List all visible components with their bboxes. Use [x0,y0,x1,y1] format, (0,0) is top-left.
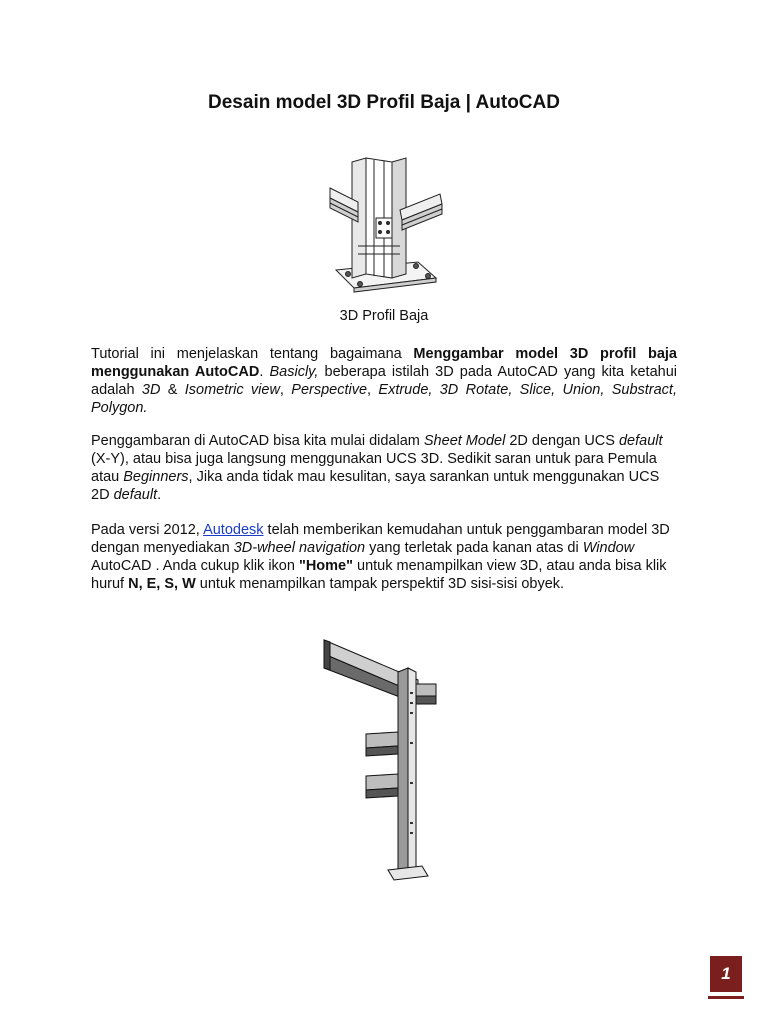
text-run: , Jika anda tidak mau kesulitan, saya sarankan untuk menggunakan UCS 2D [91,469,660,503]
text-run: AutoCAD . Anda cukup klik ikon [91,558,299,574]
text-run: Pada versi 2012, [91,522,204,538]
text-run: , [367,382,379,398]
text-run: . [157,487,162,503]
italic-text: 3D [141,382,161,398]
text-run: telah memberikan kemudahan untuk penggambaran model 3D dengan menyediakan [91,522,670,556]
paragraph-ucs [91,432,677,504]
italic-text: Basicly, [269,364,319,380]
document-title: Desain model 3D Profil Baja | AutoCAD [208,92,560,113]
bold-text: "Home" [298,558,353,574]
italic-text: default [113,487,158,503]
text-run: yang terletak pada kanan atas di [365,540,583,556]
italic-text: Isometric view [184,382,280,398]
text-run: & [160,382,185,398]
italic-text: 3D-wheel navigation [233,540,366,556]
text-run: . [259,364,270,380]
figure-caption: 3D Profil Baja [339,308,429,324]
bold-text: Menggambar model 3D profil baja menggunakan AutoCAD [91,346,678,380]
page-number-underline [708,996,744,999]
text-run: (X-Y), atau bisa juga langsung menggunakan UCS 3D. Sedikit saran untuk para Pemula atau [91,451,657,485]
paragraph-navigation [91,521,677,593]
page-number-badge: 1 [710,956,742,992]
steel-profile-illustration [318,150,448,300]
steel-column-beams-illustration [318,632,450,882]
text-run: Tutorial ini menjelaskan tentang bagaimana [91,346,414,362]
text-run: beberapa istilah 3D pada AutoCAD yang kita ketahui adalah [91,364,678,398]
italic-text: Sheet Model [423,433,506,449]
paragraph-intro [91,345,677,417]
text-run: untuk menampilkan tampak perspektif 3D sisi-sisi obyek. [195,576,565,592]
text-run: untuk menampilkan view 3D, atau anda bisa klik huruf [91,558,667,592]
italic-text: Window [582,540,635,556]
text-run: Penggambaran di AutoCAD bisa kita mulai didalam [91,433,424,449]
italic-text: Perspective [291,382,368,398]
text-run: 2D dengan UCS [505,433,619,449]
text-run: , [279,382,292,398]
italic-text: default [618,433,663,449]
autodesk-link[interactable]: Autodesk [203,522,264,538]
bold-text: N, E, S, W [128,576,196,592]
italic-text: Beginners [123,469,189,485]
italic-text: Extrude, 3D Rotate, Slice, Union, Substract, Polygon. [91,382,677,416]
